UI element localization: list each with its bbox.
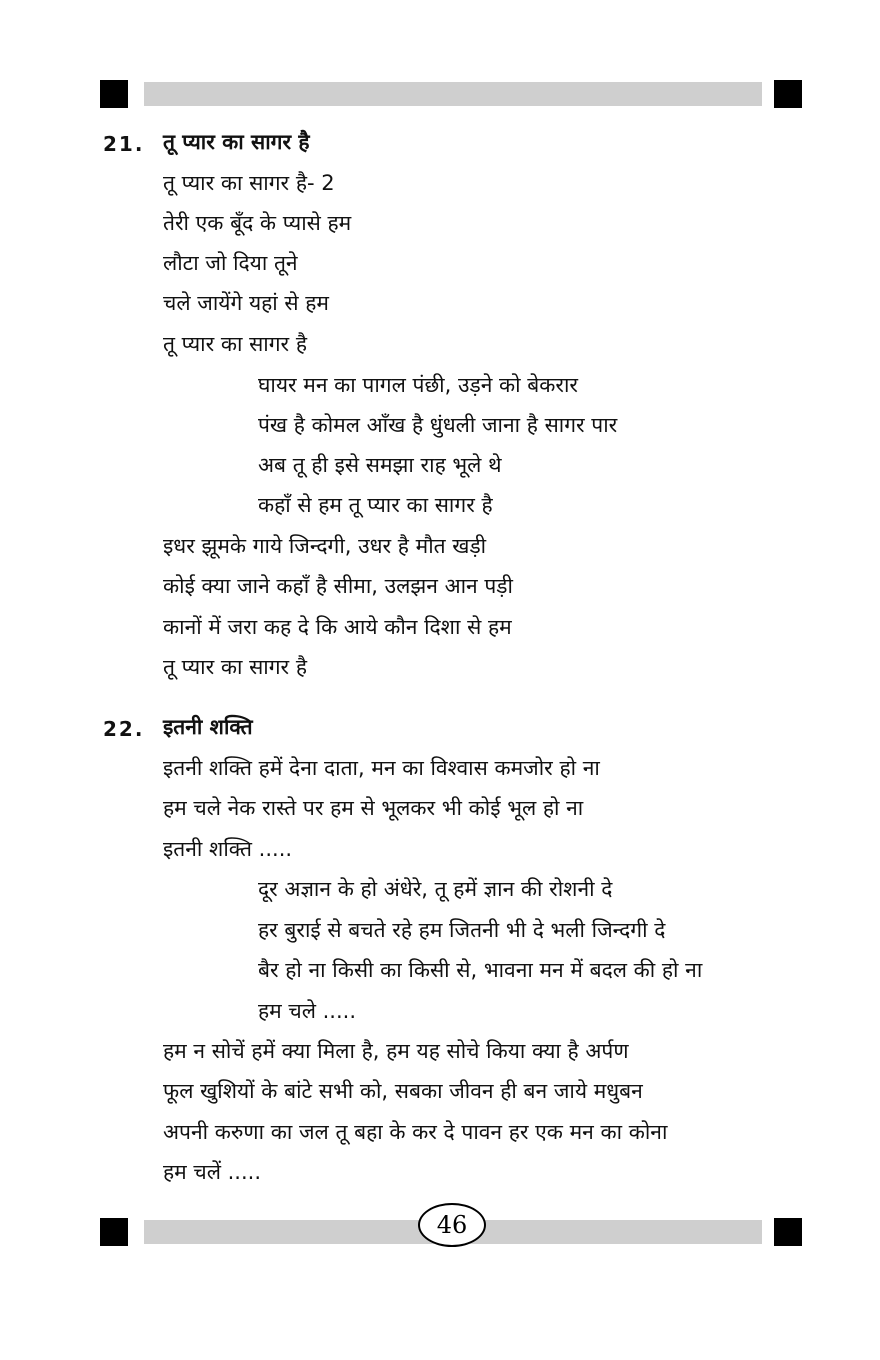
song-title: इतनी शक्ति [163, 715, 253, 739]
rule-square-right [774, 80, 802, 108]
page-number: 46 [418, 1203, 486, 1247]
lyric-line: इतनी शक्ति ..... [163, 837, 293, 861]
lyric-line: तू प्यार का सागर है [163, 332, 307, 356]
lyric-line: कानों में जरा कह दे कि आये कौन दिशा से हम [163, 615, 512, 639]
song-number: 22. [103, 717, 145, 741]
lyric-line: बैर हो ना किसी का किसी से, भावना मन में बदल की हो ना [258, 958, 703, 982]
lyric-line: हम चलें ..... [163, 1160, 262, 1184]
lyric-line: तू प्यार का सागर है [163, 655, 307, 679]
lyric-line: इधर झूमके गाये जिन्दगी, उधर है मौत खड़ी [163, 534, 487, 558]
lyric-line: चले जायेंगे यहां से हम [163, 291, 329, 315]
lyric-line: तेरी एक बूँद के प्यासे हम [163, 211, 352, 235]
lyric-line: दूर अज्ञान के हो अंधेरे, तू हमें ज्ञान की रोशनी दे [258, 877, 613, 901]
lyric-line: कहाँ से हम तू प्यार का सागर है [258, 493, 493, 517]
top-rule [100, 78, 802, 108]
lyric-line: घायर मन का पागल पंछी, उड़ने को बेकरार [258, 373, 579, 397]
lyric-line: हम चले नेक रास्ते पर हम से भूलकर भी कोई भूल हो ना [163, 796, 584, 820]
rule-square-left [100, 1218, 128, 1246]
lyric-line: तू प्यार का सागर है- 2 [163, 171, 335, 195]
lyric-line: अब तू ही इसे समझा राह भूले थे [258, 453, 502, 477]
rule-square-left [100, 80, 128, 108]
lyric-line: इतनी शक्ति हमें देना दाता, मन का विश्वास कमजोर हो ना [163, 756, 600, 780]
song-number: 21. [103, 132, 145, 156]
lyric-line: हम चले ..... [258, 999, 357, 1023]
bottom-rule [100, 1211, 802, 1246]
lyric-line: हर बुराई से बचते रहे हम जितनी भी दे भली जिन्दगी दे [258, 918, 666, 942]
lyric-line: हम न सोचें हमें क्या मिला है, हम यह सोचे किया क्या है अर्पण [163, 1039, 629, 1063]
lyric-line: कोई क्या जाने कहाँ है सीमा, उलझन आन पड़ी [163, 574, 513, 598]
lyric-line: अपनी करुणा का जल तू बहा के कर दे पावन हर एक मन का कोना [163, 1120, 668, 1144]
rule-square-right [774, 1218, 802, 1246]
lyric-line: फूल खुशियों के बांटे सभी को, सबका जीवन ही बन जाये मधुबन [163, 1079, 643, 1103]
lyric-line: लौटा जो दिया तूने [163, 251, 298, 275]
rule-bar [144, 82, 762, 106]
lyric-line: पंख है कोमल आँख है धुंधली जाना है सागर पार [258, 413, 618, 437]
song-title: तू प्यार का सागर है [163, 130, 310, 154]
